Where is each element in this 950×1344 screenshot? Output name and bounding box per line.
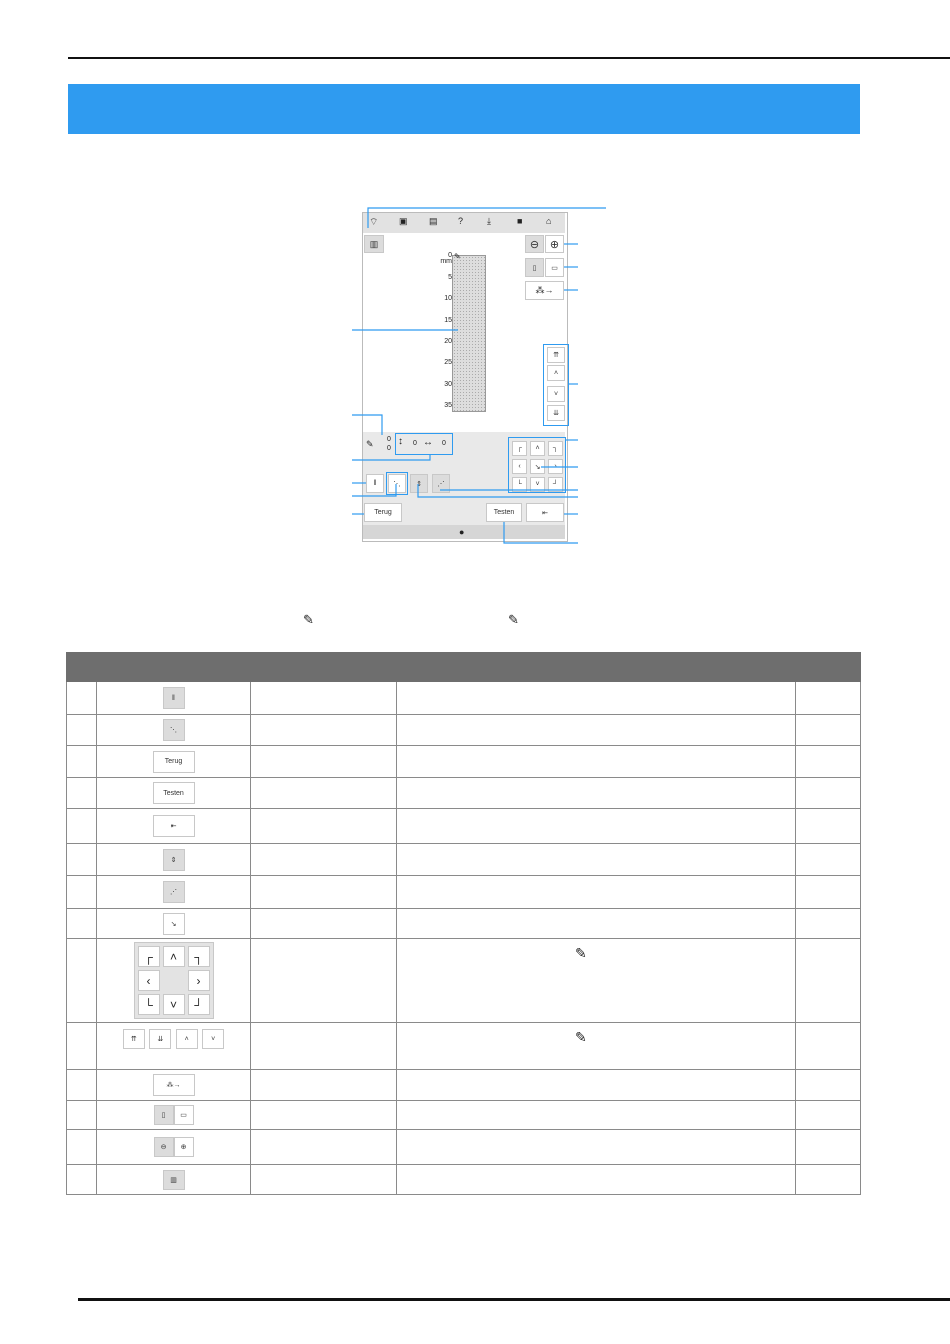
pen-icon: ✎ xyxy=(454,252,461,261)
portrait-icon: ▯ xyxy=(532,264,537,272)
table-row xyxy=(67,778,861,809)
pattern-arrow-icon: ⁂→ xyxy=(535,285,554,295)
ruler-tick: 5 xyxy=(448,274,452,281)
diagonal-move-icon: ⋰ xyxy=(163,881,185,903)
map-icon: ▥ xyxy=(369,238,379,249)
pattern-arrow-icon: ⁂→ xyxy=(153,1074,195,1096)
corner-down-left-icon: └ xyxy=(138,994,160,1015)
vertical-arrows-icon: ⇕ xyxy=(416,480,422,488)
chevron-up-icon: ˄ xyxy=(176,1029,198,1049)
double-chevron-down-icon: ⇊ xyxy=(553,410,559,417)
double-chevron-up-icon: ⇈ xyxy=(553,352,559,359)
chevron-down-icon: ˅ xyxy=(202,1029,224,1049)
home-icon[interactable]: ⌂ xyxy=(546,216,552,226)
table-row xyxy=(67,1130,861,1165)
ruler-tick: 0 xyxy=(448,252,452,259)
header-cell xyxy=(67,653,97,682)
zoom-out-icon: ⊖ xyxy=(529,238,540,251)
ruler-tick: 20 xyxy=(444,338,452,345)
grid-center xyxy=(163,970,185,991)
table-row xyxy=(67,809,861,844)
zoom-in-icon: ⊕ xyxy=(174,1137,194,1157)
position-value-bottom: 0 xyxy=(387,445,391,452)
ruler-tick: 30 xyxy=(444,381,452,388)
position-value-top: 0 xyxy=(387,436,391,443)
parallel-lines-icon: ‖ xyxy=(163,687,185,709)
camera-icon[interactable]: ▣ xyxy=(399,216,408,226)
chevron-up-icon: ˄ xyxy=(535,445,540,452)
embroider-icon: ⇤ xyxy=(153,815,195,837)
zoom-in-icon: ⊕ xyxy=(549,238,560,251)
lock-icon[interactable]: ■ xyxy=(517,216,523,226)
diagonal-arrow-icon: ↘ xyxy=(163,913,185,935)
stitch-path-icon: ⋱ xyxy=(393,480,401,488)
diagonal-arrow-icon: ↘ xyxy=(534,463,541,471)
chevron-right-icon: › xyxy=(554,463,557,470)
vertical-arrows-icon: ⇕ xyxy=(163,849,185,871)
table-row xyxy=(67,1023,861,1070)
corner-up-right-icon: ┐ xyxy=(553,445,558,452)
help-icon[interactable]: ? xyxy=(458,216,464,226)
horizontal-arrow-icon: ↔ xyxy=(423,437,433,448)
corner-down-left-icon: └ xyxy=(517,481,522,488)
chevron-down-icon: ˅ xyxy=(553,390,559,398)
corner-up-right-icon: ┐ xyxy=(188,946,210,967)
table-row xyxy=(67,876,861,909)
chevron-down-icon: ˅ xyxy=(163,994,185,1015)
landscape-icon: ▭ xyxy=(174,1105,194,1125)
table-row xyxy=(67,844,861,876)
corner-down-right-icon: ┘ xyxy=(188,994,210,1015)
embroider-icon: ⇤ xyxy=(542,509,548,517)
map-icon: ▥ xyxy=(163,1170,185,1190)
header-cell xyxy=(796,653,861,682)
reference-table xyxy=(66,652,861,1195)
chevron-right-icon: › xyxy=(188,970,210,991)
diagonal-move-icon: ⋰ xyxy=(437,480,445,488)
header-cell xyxy=(97,653,251,682)
chevron-down-icon: ˅ xyxy=(535,481,540,488)
table-row xyxy=(67,1165,861,1195)
table-header xyxy=(67,653,861,682)
pen-icon: ✎ xyxy=(508,612,519,627)
pen-icon: ✎ xyxy=(303,612,314,627)
table-row xyxy=(67,746,861,778)
pen-icon: ✎ xyxy=(366,439,374,449)
pen-icon: ✎ xyxy=(575,945,587,961)
vertical-arrow-icon: ↕ xyxy=(398,436,403,447)
test-button[interactable]: Testen xyxy=(486,503,522,522)
chevron-left-icon: ‹ xyxy=(518,463,521,470)
pen-icon: ✎ xyxy=(575,1029,587,1045)
direction-grid-icon xyxy=(134,942,214,1019)
landscape-icon: ▭ xyxy=(551,264,558,272)
table-row xyxy=(67,1101,861,1130)
stitch-path-icon: ⋱ xyxy=(163,719,185,741)
ruler-tick: 15 xyxy=(444,317,452,324)
bottom-rule xyxy=(78,1298,950,1301)
header-cell xyxy=(397,653,796,682)
table-row xyxy=(67,682,861,715)
thread-icon[interactable]: ⤓ xyxy=(487,216,491,226)
double-chevron-up-icon: ⇈ xyxy=(123,1029,145,1049)
wifi-icon[interactable]: ⌔ xyxy=(369,217,379,228)
corner-up-left-icon: ┌ xyxy=(138,946,160,967)
corner-up-left-icon: ┌ xyxy=(517,445,522,452)
double-chevron-down-icon: ⇊ xyxy=(149,1029,171,1049)
chevron-left-icon: ‹ xyxy=(138,970,160,991)
parallel-lines-icon: ‖ xyxy=(373,480,377,487)
test-button-sample: Testen xyxy=(153,782,195,804)
table-row xyxy=(67,909,861,939)
table-row xyxy=(67,939,861,1023)
back-button-sample: Terug xyxy=(153,751,195,773)
ruler-tick: 25 xyxy=(444,359,452,366)
ruler-tick: 35 xyxy=(444,402,452,409)
ruler-tick: 10 xyxy=(444,295,452,302)
clock-icon: ● xyxy=(459,527,465,537)
table-row xyxy=(67,715,861,746)
table-row xyxy=(67,1070,861,1101)
vertical-value: 0 xyxy=(413,440,417,447)
ruler-unit: mm xyxy=(440,258,452,265)
save-icon[interactable]: ▤ xyxy=(429,216,438,226)
chevron-up-icon: ˄ xyxy=(163,946,185,967)
horizontal-value: 0 xyxy=(442,440,446,447)
zoom-out-icon: ⊖ xyxy=(154,1137,174,1157)
portrait-icon: ▯ xyxy=(154,1105,174,1125)
chevron-up-icon: ˄ xyxy=(553,369,559,377)
header-cell xyxy=(251,653,397,682)
back-button[interactable]: Terug xyxy=(364,503,402,522)
corner-down-right-icon: ┘ xyxy=(553,481,558,488)
